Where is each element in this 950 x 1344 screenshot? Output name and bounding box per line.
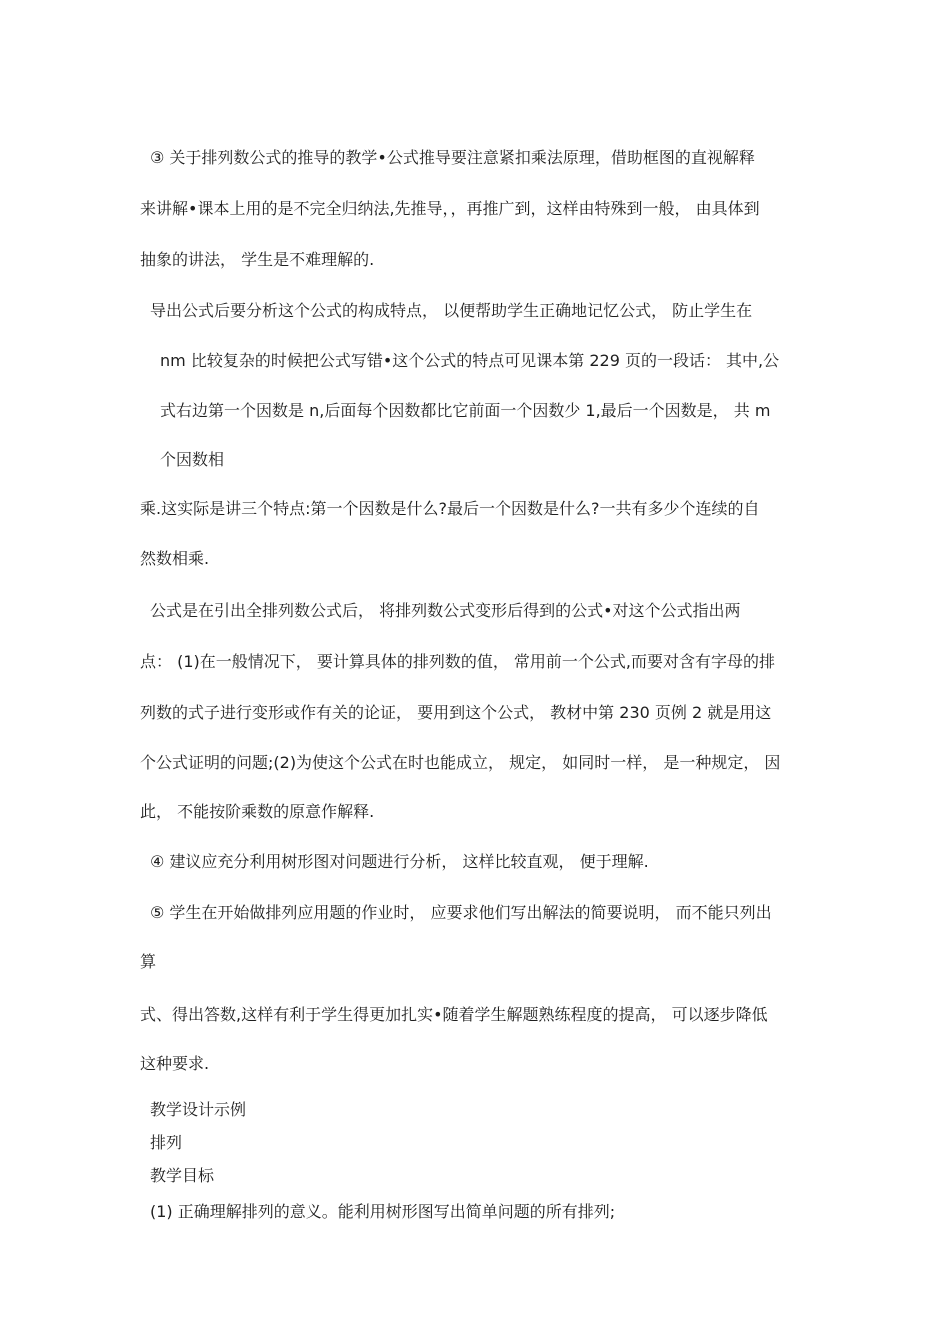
section-heading: 排列 — [150, 1133, 183, 1152]
text-line: (1) 正确理解排列的意义。能利用树形图写出简单问题的所有排列; — [150, 1202, 616, 1221]
section-heading: 教学设计示例 — [150, 1100, 247, 1119]
text-line: nm 比较复杂的时候把公式写错•这个公式的特点可见课本第 229 页的一段话： 其中,公 — [160, 351, 780, 370]
text-line: ③ 关于排列数公式的推导的教学•公式推导要注意紧扣乘法原理，借助框图的直视解释 — [150, 148, 755, 167]
text-line: 导出公式后要分析这个公式的构成特点， 以便帮助学生正确地记忆公式， 防止学生在 — [150, 301, 753, 320]
text-line: 来讲解•课本上用的是不完全归纳法,先推导，，再推广到，这样由特殊到一般， 由具体到 — [140, 199, 760, 218]
text-line: ④ 建议应充分利用树形图对问题进行分析， 这样比较直观， 便于理解. — [150, 852, 649, 871]
text-line: 算 — [140, 952, 157, 971]
text-line: 列数的式子进行变形或作有关的论证， 要用到这个公式， 教材中第 230 页例 2 就是用这 — [140, 703, 772, 722]
text-line: 抽象的讲法， 学生是不难理解的. — [140, 250, 375, 269]
text-line: 式右边第一个因数是 n,后面每个因数都比它前面一个因数少 1,最后一个因数是， 共 m — [160, 401, 771, 420]
text-line: 式、得出答数,这样有利于学生得更加扎实•随着学生解题熟练程度的提高， 可以逐步降低 — [140, 1005, 768, 1024]
text-line: 乘.这实际是讲三个特点:第一个因数是什么?最后一个因数是什么?一共有多少个连续的自 — [140, 499, 760, 518]
text-line: 个公式证明的问题;(2)为使这个公式在时也能成立， 规定， 如同时一样， 是一种规定， 因 — [140, 753, 781, 772]
text-line: 个因数相 — [160, 450, 225, 469]
text-line: 然数相乘. — [140, 549, 210, 568]
text-line: 此， 不能按阶乘数的原意作解释. — [140, 802, 375, 821]
text-line: ⑤ 学生在开始做排列应用题的作业时， 应要求他们写出解法的简要说明， 而不能只列出 — [150, 903, 772, 922]
text-line: 这种要求. — [140, 1054, 210, 1073]
text-line: 点： (1)在一般情况下， 要计算具体的排列数的值， 常用前一个公式,而要对含有字母的排 — [140, 652, 776, 671]
section-heading: 教学目标 — [150, 1166, 215, 1185]
text-line: 公式是在引出全排列数公式后， 将排列数公式变形后得到的公式•对这个公式指出两 — [150, 601, 741, 620]
